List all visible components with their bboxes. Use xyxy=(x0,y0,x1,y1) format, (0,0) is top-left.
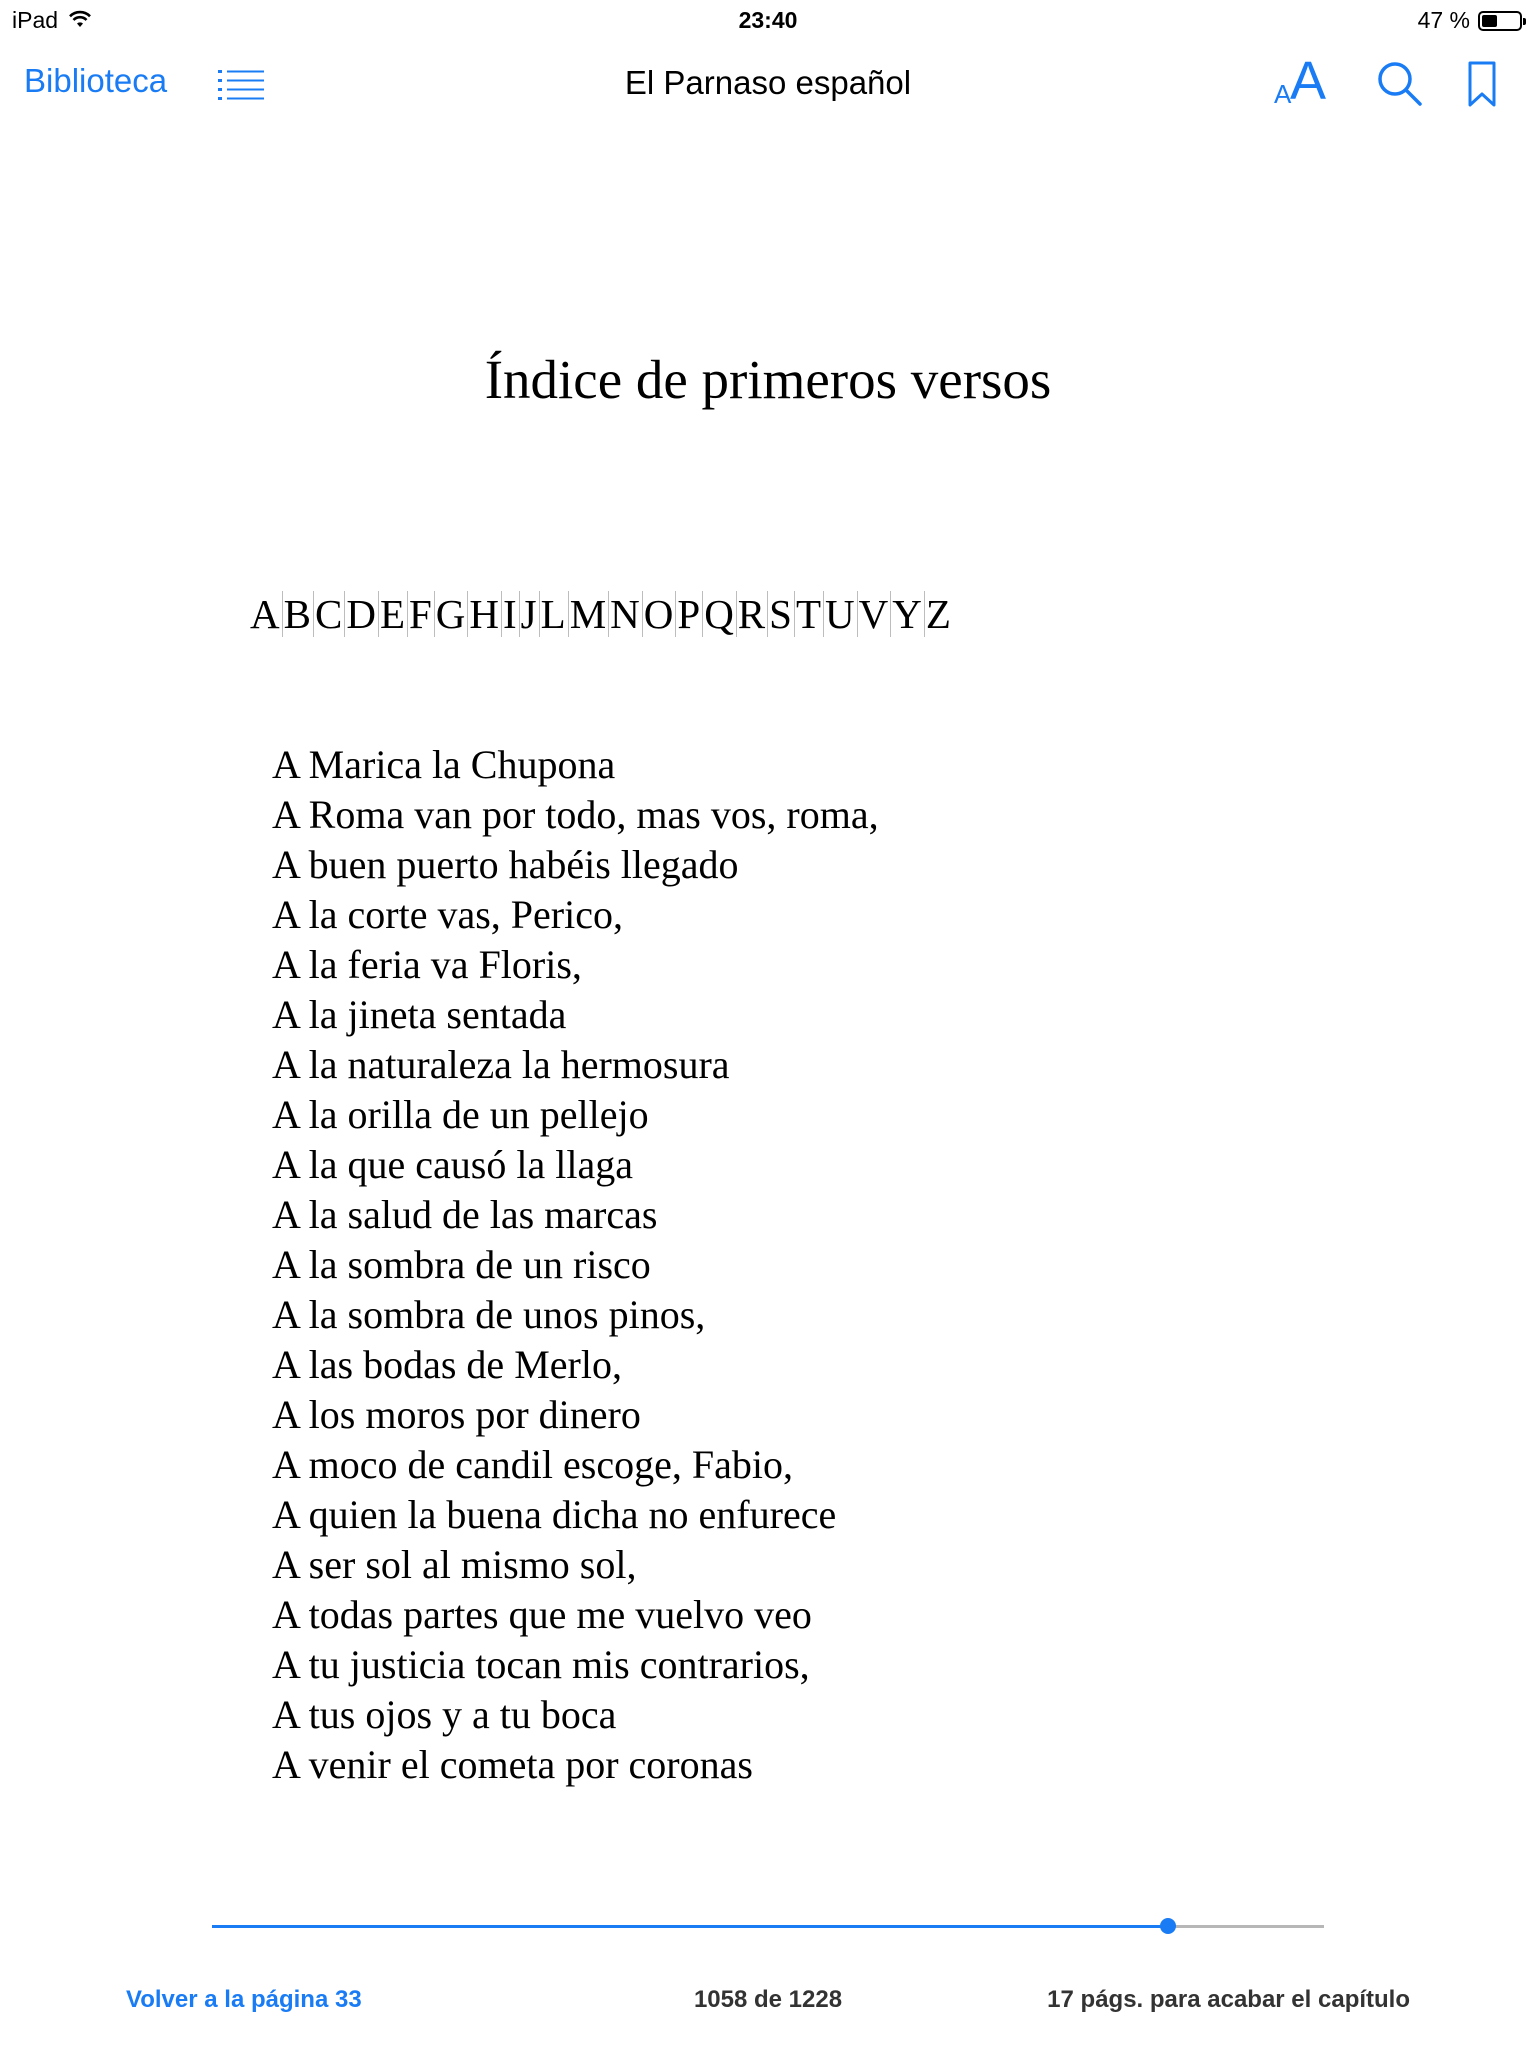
verse-link[interactable]: A buen puerto habéis llegado xyxy=(272,842,739,887)
alphabet-separator xyxy=(407,591,408,637)
bottom-bar xyxy=(0,1986,1536,2026)
alphabet-separator xyxy=(702,591,703,637)
alphabet-separator xyxy=(501,591,502,637)
verse-link[interactable]: A la sombra de unos pinos, xyxy=(272,1292,706,1337)
verse-link[interactable]: A la jineta sentada xyxy=(272,992,567,1037)
battery-icon xyxy=(1478,11,1522,31)
alphabet-index xyxy=(250,590,952,638)
font-small-icon: A xyxy=(1274,79,1292,109)
verse-link[interactable]: A todas partes que me vuelvo veo xyxy=(272,1592,812,1637)
status-right xyxy=(1418,7,1522,34)
alphabet-separator xyxy=(736,591,737,637)
verse-link[interactable]: A Roma van por todo, mas vos, roma, xyxy=(272,792,879,837)
alphabet-link-g[interactable]: G xyxy=(435,591,466,637)
alphabet-link-l[interactable]: L xyxy=(540,591,566,637)
alphabet-link-h[interactable]: H xyxy=(469,591,500,637)
alphabet-separator xyxy=(608,591,609,637)
alphabet-link-r[interactable]: R xyxy=(737,591,766,637)
alphabet-separator xyxy=(344,591,345,637)
alphabet-separator xyxy=(434,591,435,637)
alphabet-link-v[interactable]: V xyxy=(858,591,889,637)
alphabet-link-f[interactable]: F xyxy=(408,591,432,637)
alphabet-link-n[interactable]: N xyxy=(610,591,640,637)
alphabet-link-c[interactable]: C xyxy=(314,591,343,637)
alphabet-link-o[interactable]: O xyxy=(643,591,674,637)
nav-bar xyxy=(0,40,1536,130)
search-icon[interactable] xyxy=(1376,60,1424,108)
verse-link[interactable]: A moco de candil escoge, Fabio, xyxy=(272,1442,793,1487)
alphabet-link-s[interactable]: S xyxy=(769,591,792,637)
bookmark-icon[interactable] xyxy=(1464,60,1500,110)
alphabet-link-q[interactable]: Q xyxy=(704,591,734,637)
verse-link[interactable]: A la corte vas, Perico, xyxy=(272,892,623,937)
alphabet-link-d[interactable]: D xyxy=(346,591,376,637)
alphabet-link-p[interactable]: P xyxy=(677,591,701,637)
alphabet-separator xyxy=(568,591,569,637)
verse-link[interactable]: A la naturaleza la hermosura xyxy=(272,1042,730,1087)
status-bar xyxy=(0,0,1536,40)
page-scrubber[interactable] xyxy=(212,1925,1324,1928)
scrubber-knob[interactable] xyxy=(1160,1918,1176,1934)
alphabet-separator xyxy=(642,591,643,637)
alphabet-link-b[interactable]: B xyxy=(283,591,311,637)
verse-link[interactable]: A tus ojos y a tu boca xyxy=(272,1692,617,1737)
alphabet-link-e[interactable]: E xyxy=(379,591,405,637)
alphabet-separator xyxy=(924,591,925,637)
library-button[interactable]: Biblioteca xyxy=(24,62,168,99)
status-time: 23:40 xyxy=(738,7,798,33)
alphabet-link-i[interactable]: I xyxy=(503,591,517,637)
page-count: 1058 de 1228 xyxy=(693,1986,843,2013)
verse-link[interactable]: A las bodas de Merlo, xyxy=(272,1342,622,1387)
scrubber-progress xyxy=(212,1925,1168,1928)
page-heading: Índice de primeros versos xyxy=(484,349,1052,410)
alphabet-separator xyxy=(675,591,676,637)
font-large-icon: A xyxy=(1290,51,1327,111)
verse-link[interactable]: A Marica la Chupona xyxy=(272,742,616,787)
alphabet-separator xyxy=(767,591,768,637)
verse-link[interactable]: A la que causó la llaga xyxy=(272,1142,633,1187)
alphabet-separator xyxy=(313,591,314,637)
alphabet-separator xyxy=(378,591,379,637)
verse-link[interactable]: A venir el cometa por coronas xyxy=(272,1742,753,1787)
verse-link[interactable]: A quien la buena dicha no enfurece xyxy=(272,1492,837,1537)
alphabet-link-a[interactable]: A xyxy=(250,591,280,637)
verse-link[interactable]: A la feria va Floris, xyxy=(272,942,582,987)
alphabet-link-m[interactable]: M xyxy=(569,591,607,637)
alphabet-separator xyxy=(857,591,858,637)
alphabet-link-u[interactable]: U xyxy=(825,591,855,637)
alphabet-separator xyxy=(823,591,824,637)
alphabet-link-y[interactable]: Y xyxy=(892,591,922,637)
back-to-page-button[interactable]: Volver a la página 33 xyxy=(126,1986,362,2013)
battery-percent: 47 % xyxy=(1417,7,1470,33)
alphabet-link-z[interactable]: Z xyxy=(925,591,951,637)
alphabet-separator xyxy=(539,591,540,637)
verse-link[interactable]: A los moros por dinero xyxy=(272,1392,641,1437)
verse-link[interactable]: A ser sol al mismo sol, xyxy=(272,1542,637,1587)
chapter-remaining: 17 págs. para acabar el capítulo xyxy=(1047,1986,1410,2013)
battery-fill xyxy=(1482,15,1497,27)
device-name: iPad xyxy=(12,7,59,33)
alphabet-separator xyxy=(890,591,891,637)
alphabet-separator xyxy=(282,591,283,637)
alphabet-link-j[interactable]: J xyxy=(520,591,537,637)
verse-link[interactable]: A tu justicia tocan mis contrarios, xyxy=(272,1642,810,1687)
alphabet-separator xyxy=(519,591,520,637)
verse-list xyxy=(272,740,879,1790)
book-title: El Parnaso español xyxy=(624,64,912,101)
font-size-button[interactable] xyxy=(1274,51,1334,114)
verse-link[interactable]: A la salud de las marcas xyxy=(272,1192,658,1237)
verse-link[interactable]: A la sombra de un risco xyxy=(272,1242,651,1287)
alphabet-link-t[interactable]: T xyxy=(795,591,822,637)
verse-link[interactable]: A la orilla de un pellejo xyxy=(272,1092,649,1137)
alphabet-separator xyxy=(794,591,795,637)
alphabet-separator xyxy=(467,591,468,637)
